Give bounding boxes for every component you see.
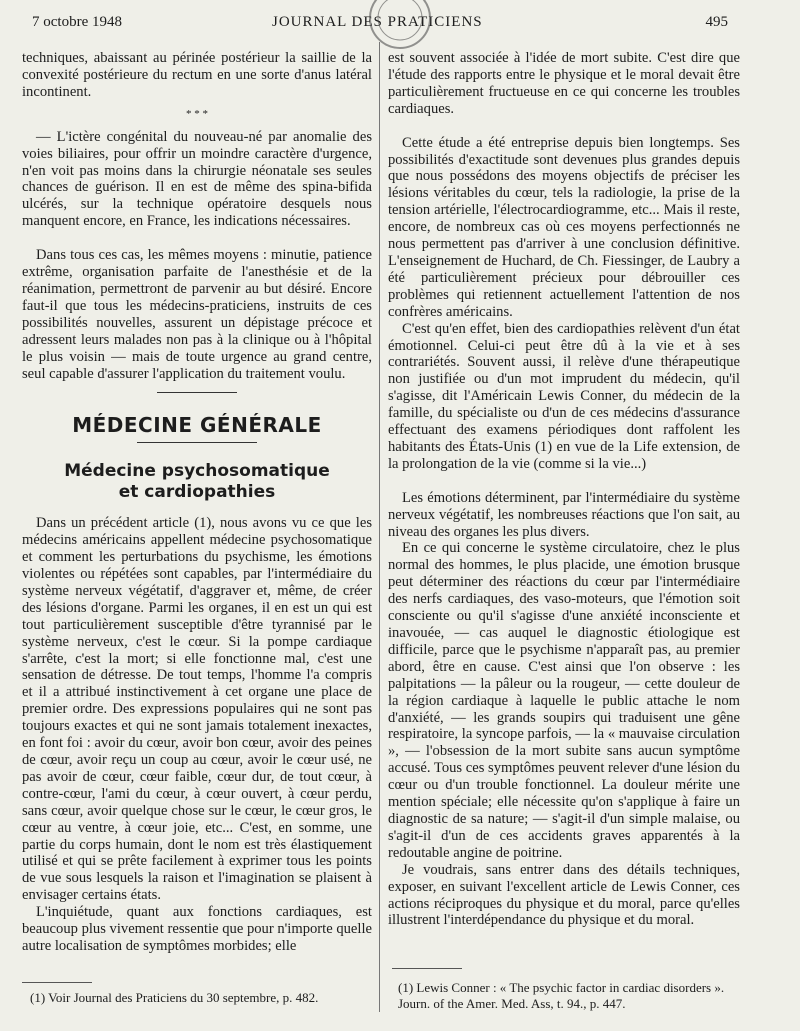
section-separator-stars: * * * [186, 107, 208, 120]
paragraph: C'est qu'en effet, bien des cardiopathies relèvent d'un état émotionnel. Celui-ci peut être dû à la vie et à ses contrariétés. Souvent aussi, il relève d'une thérapeutique non justifiée ou d'un mot imprudent du médecin, qu'il s'agisse, dit l'Américain Lewis Conner, du médecin de la famille, du spécialiste ou d'un de ces médecins d'assurance effectuant des examens périodiques dont raffolent les habitants des États-Unis (1) en vue de la Life extension, de la prolongation de la vie (comme si la vie...) [388, 320, 740, 472]
paragraph: Les émotions déterminent, par l'intermédiaire du système nerveux végétatif, les nombreuses réactions que l'on sait, au niveau des organes les plus divers. [388, 489, 740, 540]
paragraph: Dans tous ces cas, les mêmes moyens : minutie, patience extrême, organisation parfaite de l'anesthésie et de la réanimation, permettront de parvenir au but désiré. Encore faut-il que tous les médecins-praticiens, instruits de ces possibilités nouvelles, assurent un dépistage précoce et adressent leurs malades non pas à la clinique ou à l'hôpital le plus voisin — mais de toute urgence au grand centre, seul capable d'assurer l'application du traitement voulu. [22, 247, 372, 382]
paragraph: Cette étude a été entreprise depuis bien longtemps. Ses possibilités d'exactitude sont devenues plus grandes depuis que nous possédons des moyens objectifs de préciser les lésions véritables du cœur, tels la radiologie, la prise de la tension artérielle, l'électrocardiogramme, etc... Mais il reste, encore, de nombreux cas où ces moyens perfectionnés ne nous permettent pas d'arriver à une conclusion définitive. L'enseignement de Huchard, de Ch. Fiessinger, de Laubry a été particulièrement précieux pour débrouiller ces problèmes qui retiennent actuellement l'attention de nos confrères américains. [388, 134, 740, 320]
divider-rule [137, 442, 257, 443]
left-column [22, 50, 372, 955]
paragraph: Je voudrais, sans entrer dans des détails techniques, exposer, en suivant l'excellent article de Lewis Conner, ces actions réciproques du physique et du moral, parce qu'elles illustrent l'interdépendance du physique et du moral. [388, 861, 740, 929]
issue-date: 7 octobre 1948 [32, 14, 122, 30]
paragraph: techniques, abaissant au périnée postérieur la saillie de la convexité postérieure du rectum en une sorte d'anus latéral incontinent. [22, 50, 372, 100]
paragraph: est souvent associée à l'idée de mort subite. C'est dire que l'étude des rapports entre le physique et le moral devait être particulièrement fructueuse en ce qui concerne les troubles cardiaques. [388, 50, 740, 117]
paragraph: Dans un précédent article (1), nous avons vu ce que les médecins américains appellent médecine psychosomatique et comment les perturbations du psychisme, les émotions violentes ou répétées sont capables, par l'intermédiaire du système nerveux végétatif, d'aggraver et, même, de créer des lésions d'organe. Parmi les organes, il en est un qui est tout particulièrement susceptible d'être tyrannisé par le système nerveux, c'est le cœur. Si la pompe cardiaque s'arrête, c'est la mort; si elle fonctionne mal, c'est une sensation de détresse. De tout temps, l'homme l'a compris et il a attribué instinctivement à cet organe une place de premier ordre. Des expressions populaires qui ne sont pas toujours exactes et qui ne sont jamais totalement inexactes, en font foi : avoir du cœur, avoir bon cœur, avoir des peines de cœur, avoir reçu un coup au cœur, avoir le cœur usé, ne pas avoir de cœur, cœur faible, cœur dur, de tout cœur, à contre-cœur, l'ami du cœur, à cœur ouvert, à cœur perdu, sans cœur, avoir quelque chose sur le cœur, le cœur gros, le cœur au ventre, à cœur joie, etc... C'est, en somme, une partie du corps humain, dont le nom est très élastiquement utilisé et qui se prête facilement à exprimer tous les points de vue sous lesquels la raison et l'imagination se plaisent à envisager certains états. [22, 515, 372, 904]
right-column [388, 50, 740, 929]
divider-rule [157, 392, 237, 393]
column-divider [379, 42, 380, 1012]
footnote: (1) Lewis Conner : « The psychic factor in cardiac disorders ». Journ. of the Amer. Med. Ass, t. 94., p. 447. [398, 980, 725, 1011]
paragraph: En ce qui concerne le système circulatoire, chez le plus normal des hommes, le plus placide, une émotion brusque peut déterminer des réactions du cœur par l'intermédiaire des nerfs cardiaques, des vaso-moteurs, que l'émotion soit consciente ou qu'il s'agisse d'une anxiété inconsciente et inavouée, — cas auquel le diagnostic étiologique est difficile, parce que le psychisme n'apparaît pas, au premier abord, être en cause. C'est ainsi que l'on observe : les palpitations — la pâleur ou la rougeur, — cette douleur de la région cardiaque à laquelle le public attache le nom d'anxiété, — les grands soupirs qui traduisent une gêne respiratoire, la syncope parfois, — la « mauvaise circulation », — l'obsession de la mort subite sans aucun symptôme accusé. Tous ces symptômes peuvent relever d'une lésion du cœur ou d'un trouble fonctionnel. La douleur mérite une mention spéciale; elle nécessite qu'on s'applique à faire un diagnostic de sa nature; — s'agit-il d'un simple malaise, ou s'agit-il d'un de ces accidents graves apparentés à la redoutable angine de poitrine. [388, 540, 740, 861]
article-title-line-1: Médecine psychosomatique [64, 461, 330, 482]
page-number: 495 [705, 14, 728, 30]
footnote-rule [392, 968, 462, 969]
section-heading: MÉDECINE GÉNÉRALE [72, 413, 322, 438]
footnote: (1) Voir Journal des Praticiens du 30 septembre, p. 482. [30, 990, 319, 1005]
journal-title: JOURNAL DES PRATICIENS [272, 14, 483, 30]
footnote-rule [22, 982, 92, 983]
paragraph: L'inquiétude, quant aux fonctions cardiaques, est beaucoup plus vivement ressentie que pour n'importe quelle autre localisation de symptômes morbides; elle [22, 904, 372, 954]
paragraph: — L'ictère congénital du nouveau-né par anomalie des voies biliaires, pour offrir un moindre caractère d'urgence, n'en voit pas moins dans la chirurgie néonatale ses seules chances de guérison. Il en est de même des spina-bifida ulcérés, sur la technique opératoire desquels nous manquent encore, en France, les indications nécessaires. [22, 128, 372, 230]
article-title [22, 461, 372, 503]
article-title-line-2: et cardiopathies [118, 482, 276, 503]
